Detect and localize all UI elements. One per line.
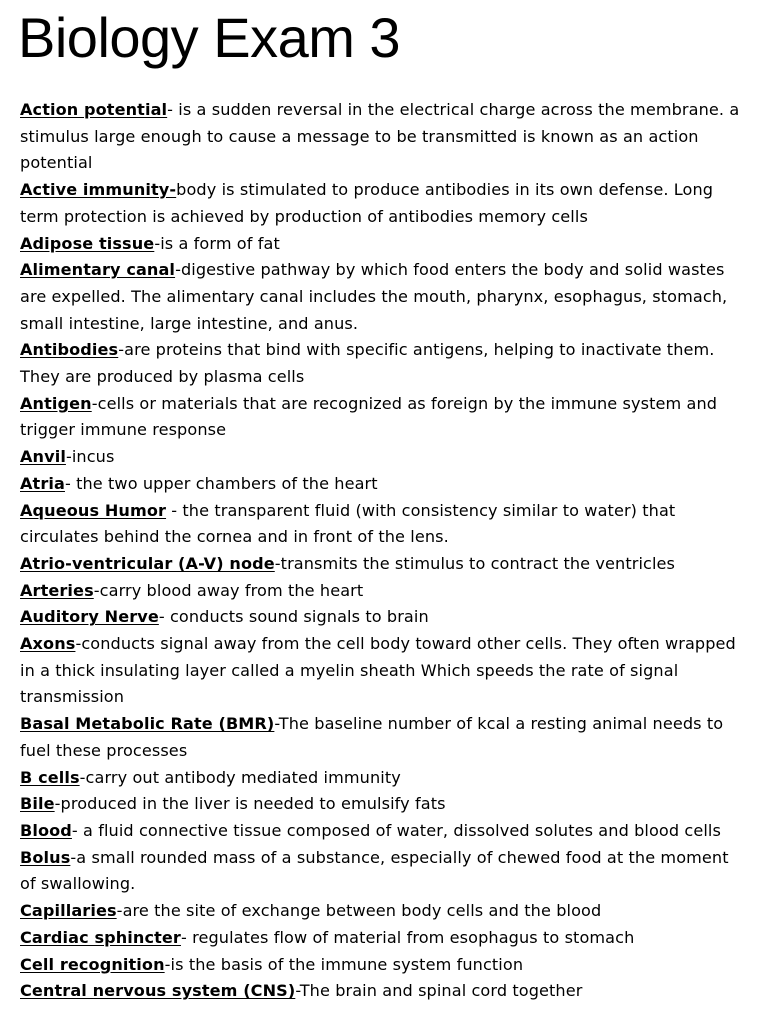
glossary-entry (20, 97, 748, 177)
glossary-definition: -The brain and spinal cord together (295, 981, 583, 1001)
glossary-definition: - the two upper chambers of the heart (64, 473, 378, 493)
glossary-term: Auditory Nerve (20, 607, 159, 627)
glossary-entry (20, 337, 748, 390)
glossary-definition: -are the site of exchange between body cells and the blood (116, 901, 602, 921)
glossary-term: Atrio-ventricular (A-V) node (20, 553, 275, 573)
glossary-term: Capillaries (20, 901, 117, 921)
glossary-entry (20, 631, 748, 711)
glossary-entry (20, 551, 748, 578)
glossary-definition: -cells or materials that are recognized as foreign by the immune system and trigger immune response (20, 393, 718, 440)
page-title: Biology Exam 3 (18, 6, 401, 69)
glossary-definition: -conducts signal away from the cell body toward other cells. They often wrapped in a thick insulating layer called a myelin sheath Which speeds the rate of signal transmission (20, 634, 736, 707)
glossary-entry (20, 231, 748, 258)
glossary-term: Bolus (20, 847, 71, 867)
glossary-term: Arteries (20, 580, 94, 600)
glossary-entry (20, 177, 748, 230)
glossary-definition: - is a sudden reversal in the electrical charge across the membrane. a stimulus large enough to cause a message to be transmitted is known as an action potential (20, 100, 740, 173)
glossary-definition: -carry blood away from the heart (93, 580, 364, 600)
glossary-definition: -produced in the liver is needed to emulsify fats (54, 794, 446, 814)
glossary-entry (20, 898, 748, 925)
glossary-entry (20, 952, 748, 979)
glossary-term: Adipose tissue (20, 233, 155, 253)
glossary-term: Anvil (20, 447, 66, 467)
glossary-definition: -is the basis of the immune system function (164, 954, 524, 974)
glossary-entry (20, 444, 748, 471)
glossary-entry (20, 471, 748, 498)
glossary-definition: - conducts sound signals to brain (158, 607, 429, 627)
glossary-definition: -are proteins that bind with specific antigens, helping to inactivate them. They are produced by plasma cells (20, 340, 715, 387)
glossary-term: Central nervous system (CNS) (20, 981, 296, 1001)
glossary-term: Cardiac sphincter (20, 927, 181, 947)
glossary-definition: - the transparent fluid (with consistency similar to water) that circulates behind the cornea and in front of the lens. (20, 500, 676, 547)
glossary-term: Atria (20, 473, 65, 493)
glossary-entry (20, 391, 748, 444)
glossary-term: Basal Metabolic Rate (BMR) (20, 714, 275, 734)
glossary-term: Active immunity- (20, 180, 177, 200)
glossary-definition: -incus (65, 447, 115, 467)
glossary-term: Alimentary canal (20, 260, 176, 280)
glossary-entry (20, 711, 748, 764)
glossary-entry (20, 604, 748, 631)
glossary-term: Bile (20, 794, 55, 814)
glossary-entry (20, 978, 748, 1005)
glossary-entry (20, 765, 748, 792)
glossary-term: Antigen (20, 393, 92, 413)
glossary-entry (20, 578, 748, 605)
glossary-term: Blood (20, 820, 72, 840)
glossary-term: Antibodies (20, 340, 119, 360)
glossary-term: B cells (20, 767, 80, 787)
glossary-definition: -The baseline number of kcal a resting animal needs to fuel these processes (20, 714, 724, 760)
glossary-entry (20, 257, 748, 337)
glossary-definition: -a small rounded mass of a substance, especially of chewed food at the moment of swallowing. (20, 847, 729, 894)
glossary-definition: -digestive pathway by which food enters the body and solid wastes are expelled. The alimentary canal includes the mouth, pharynx, esophagus, stomach, small intestine, large intestine, and anus. (20, 260, 728, 333)
glossary-entry (20, 845, 748, 898)
glossary-entry (20, 498, 748, 551)
glossary-entry (20, 818, 748, 845)
glossary-definition: - a fluid connective tissue composed of water, dissolved solutes and blood cells (71, 820, 721, 840)
glossary-entry (20, 791, 748, 818)
glossary-definition: -transmits the stimulus to contract the ventricles (274, 553, 676, 573)
glossary-definition: body is stimulated to produce antibodies in its own defense. Long term protection is achieved by production of antibodies memory cells (20, 180, 714, 226)
glossary-term: Cell recognition (20, 954, 165, 974)
glossary-term: Axons (20, 634, 76, 654)
glossary-definition: -carry out antibody mediated immunity (79, 767, 401, 787)
glossary-entry (20, 925, 748, 952)
glossary-definition: - regulates flow of material from esophagus to stomach (180, 927, 635, 947)
glossary-list (20, 97, 748, 1005)
glossary-definition: -is a form of fat (154, 233, 280, 253)
glossary-term: Action potential (20, 100, 168, 119)
glossary-term: Aqueous Humor (20, 500, 167, 520)
